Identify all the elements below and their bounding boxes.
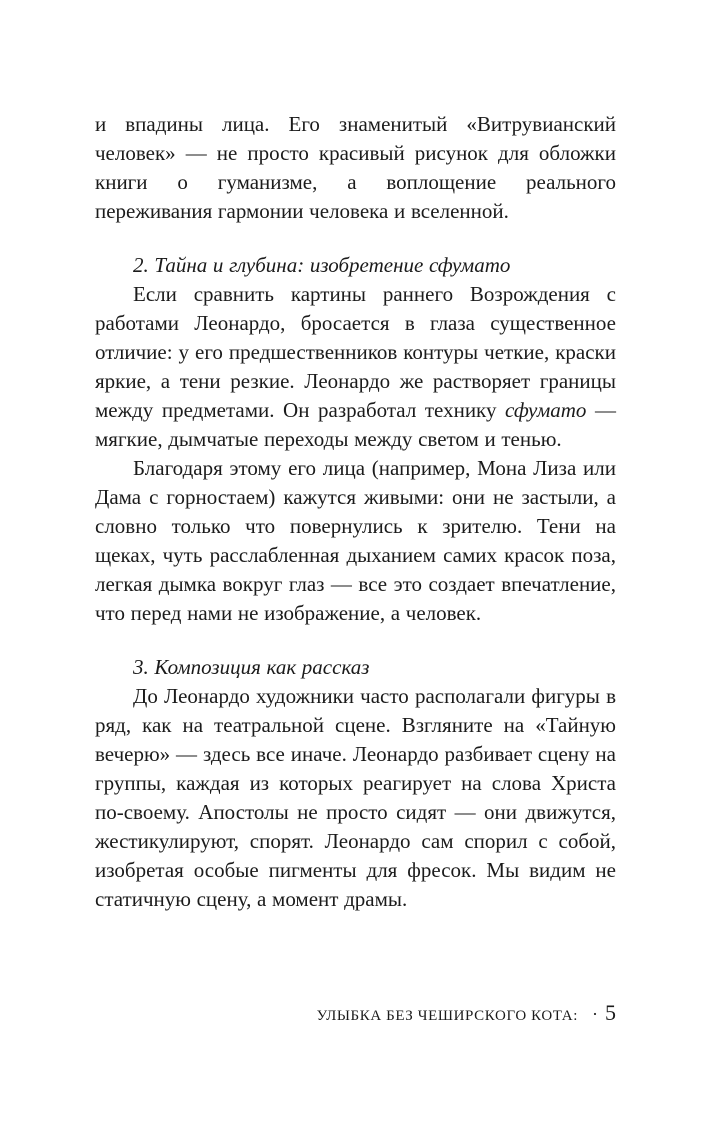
paragraph <box>95 682 616 914</box>
text-segment: До Леонардо художники часто располагали фигуры в ряд, как на театральной сцене. Взгляните на «Тайную вечерю» — здесь все иначе. Леонардо разбивает сцену на группы, каждая из которых реагирует на слова Христа по-своему. Апостолы не просто сидят — они движутся, жестикулируют, спорят. Леонардо сам спорил с собой, изобретая особые пигменты для фресок. Мы видим не статичную сцену, а момент драмы. <box>95 684 616 911</box>
italic-text-segment: сфумато <box>505 398 587 422</box>
italic-text-segment: 2. Тайна и глубина: изобретение сфумато <box>133 253 511 277</box>
page-number: 5 <box>605 1000 616 1025</box>
paragraph <box>95 280 616 454</box>
page-text-block <box>95 110 616 914</box>
italic-text-segment: 3. Композиция как рассказ <box>133 655 370 679</box>
text-segment: Если сравнить картины раннего Возрождения с работами Леонардо, бросается в глаза существенное отличие: у его предшественников контуры четкие, краски яркие, а тени резкие. Леонардо же растворяет границы между предметами. Он разработал технику <box>95 282 616 422</box>
paragraph <box>95 110 616 226</box>
text-segment: и впадины лица. Его знаменитый «Витрувианский человек» — не просто красивый рисунок для обложки книги о гуманизме, а воплощение реального переживания гармонии человека и вселенной. <box>95 112 616 223</box>
section-heading <box>95 251 616 280</box>
text-segment: — мягкие, дымчатые переходы между светом и тенью. <box>95 398 616 451</box>
text-segment: Благодаря этому его лица (например, Мона Лиза или Дама с горностаем) кажутся живыми: они не застыли, а словно только что повернулись к зрителю. Тени на щеках, чуть расслабленная дыханием самих красок поза, легкая дымка вокруг глаз — все это создает впечатление, что перед нами не изображение, а человек. <box>95 456 616 625</box>
paragraph <box>95 454 616 628</box>
section-heading <box>95 653 616 682</box>
footer-separator-dot: · <box>592 1004 598 1024</box>
running-title: УЛЫБКА БЕЗ ЧЕШИРСКОГО КОТА: <box>316 1008 578 1024</box>
page-footer <box>95 1000 616 1026</box>
